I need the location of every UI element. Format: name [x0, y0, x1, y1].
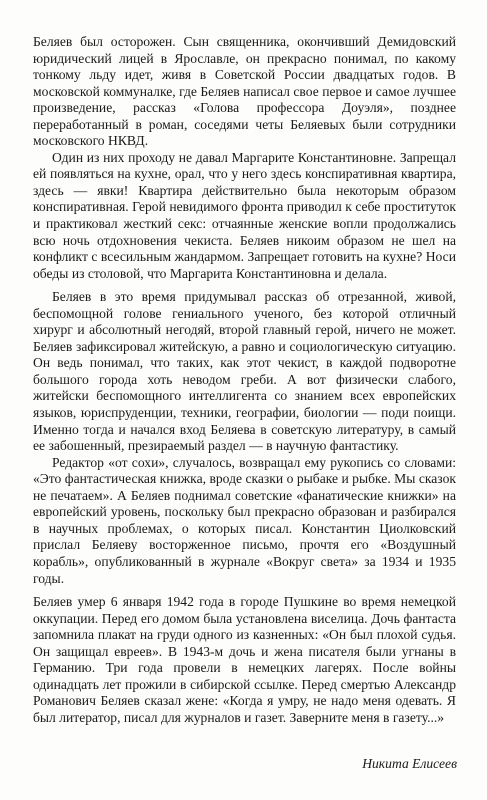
author-signature: Никита Елисеев [362, 756, 457, 771]
paragraph-5: Беляев умер 6 января 1942 года в городе Пушкине во время немецкой оккупации. Перед его домом была установлена виселица. Дочь фантаста запомнила плакат на груди одного из казненных: «Он был плохой судья. Он защищал евреев». В 1943-м дочь и жена писателя были угнаны в Германию. Три года провели в немецких лагерях. После войны одинадцать лет прожили в сибирской ссылке. Перед смертью Александр Романович Беляев сказал жене: «Когда я умру, не надо меня одевать. Я был литератор, писал для журналов и газет. Заверните меня в газету...» [33, 594, 456, 725]
paragraph-3: Беляев в это время придумывал рассказ об отрезанной, живой, беспомощной голове гениального ученого, без которой отличный хирург и абсолютный негодяй, второй главный герой, ничего не может. Беляев зафиксировал житейскую, а равно и социологическую ситуацию. Он ведь понимал, что таких, как этот чекист, в каждой подворотне большого города хоть неводом греби. А вот физически слабого, житейски беспомощного интеллигента со знанием всех европейских языков, юриспруденции, техники, географии, биологии — поди поищи. Именно тогда и начался вход Беляева в советскую литературу, в самый ее забошенный, презираемый раздел — в научную фантастику. [33, 289, 456, 454]
paragraph-1: Беляев был осторожен. Сын священника, окончивший Демидовский юридический лицей в Ярославле, он прекрасно понимал, по какому тонкому льду идет, живя в Советской России двадцатых годов. В московской коммуналке, где Беляев написал свое первое и самое лучшее произведение, рассказ «Голова профессора Доуэля», позднее переработанный в роман, соседями четы Беляевых были сотрудники московского НКВД. [33, 34, 456, 149]
paragraph-2: Один из них проходу не давал Маргарите Константиновне. Запрещал ей появляться на кухне, орал, что у него здесь конспиративная квартира, здесь — явки! Квартира действительно была некоторым образом конспиративная. Герой невидимого фронта приводил к себе проституток и практиковал жесткий секс: отчаянные женские вопли продолжались всю ночь отдохновения чекиста. Беляев никоим образом не шел на конфликт с всесильным жандармом. Запрещает готовить на кухне? Носи обеды из столовой, что Маргарита Константиновна и делала. [33, 149, 456, 281]
article-text [33, 34, 456, 726]
paragraph-4: Редактор «от сохи», случалось, возвращал ему рукопись со словами: «Это фантастическая книжка, вроде сказки о рыбаке и рыбке. Мы сказок не печатаем». А Беляев поднимал советские «фанатические книжки» на европейский уровень, поскольку был прекрасно образован и разбирался в научных проблемах, о которых писал. Константин Циолковский прислал Беляеву восторженное письмо, прочтя его «Воздушный корабль», опубликованный в журнале «Вокруг света» за 1934 и 1935 годы. [33, 454, 456, 586]
